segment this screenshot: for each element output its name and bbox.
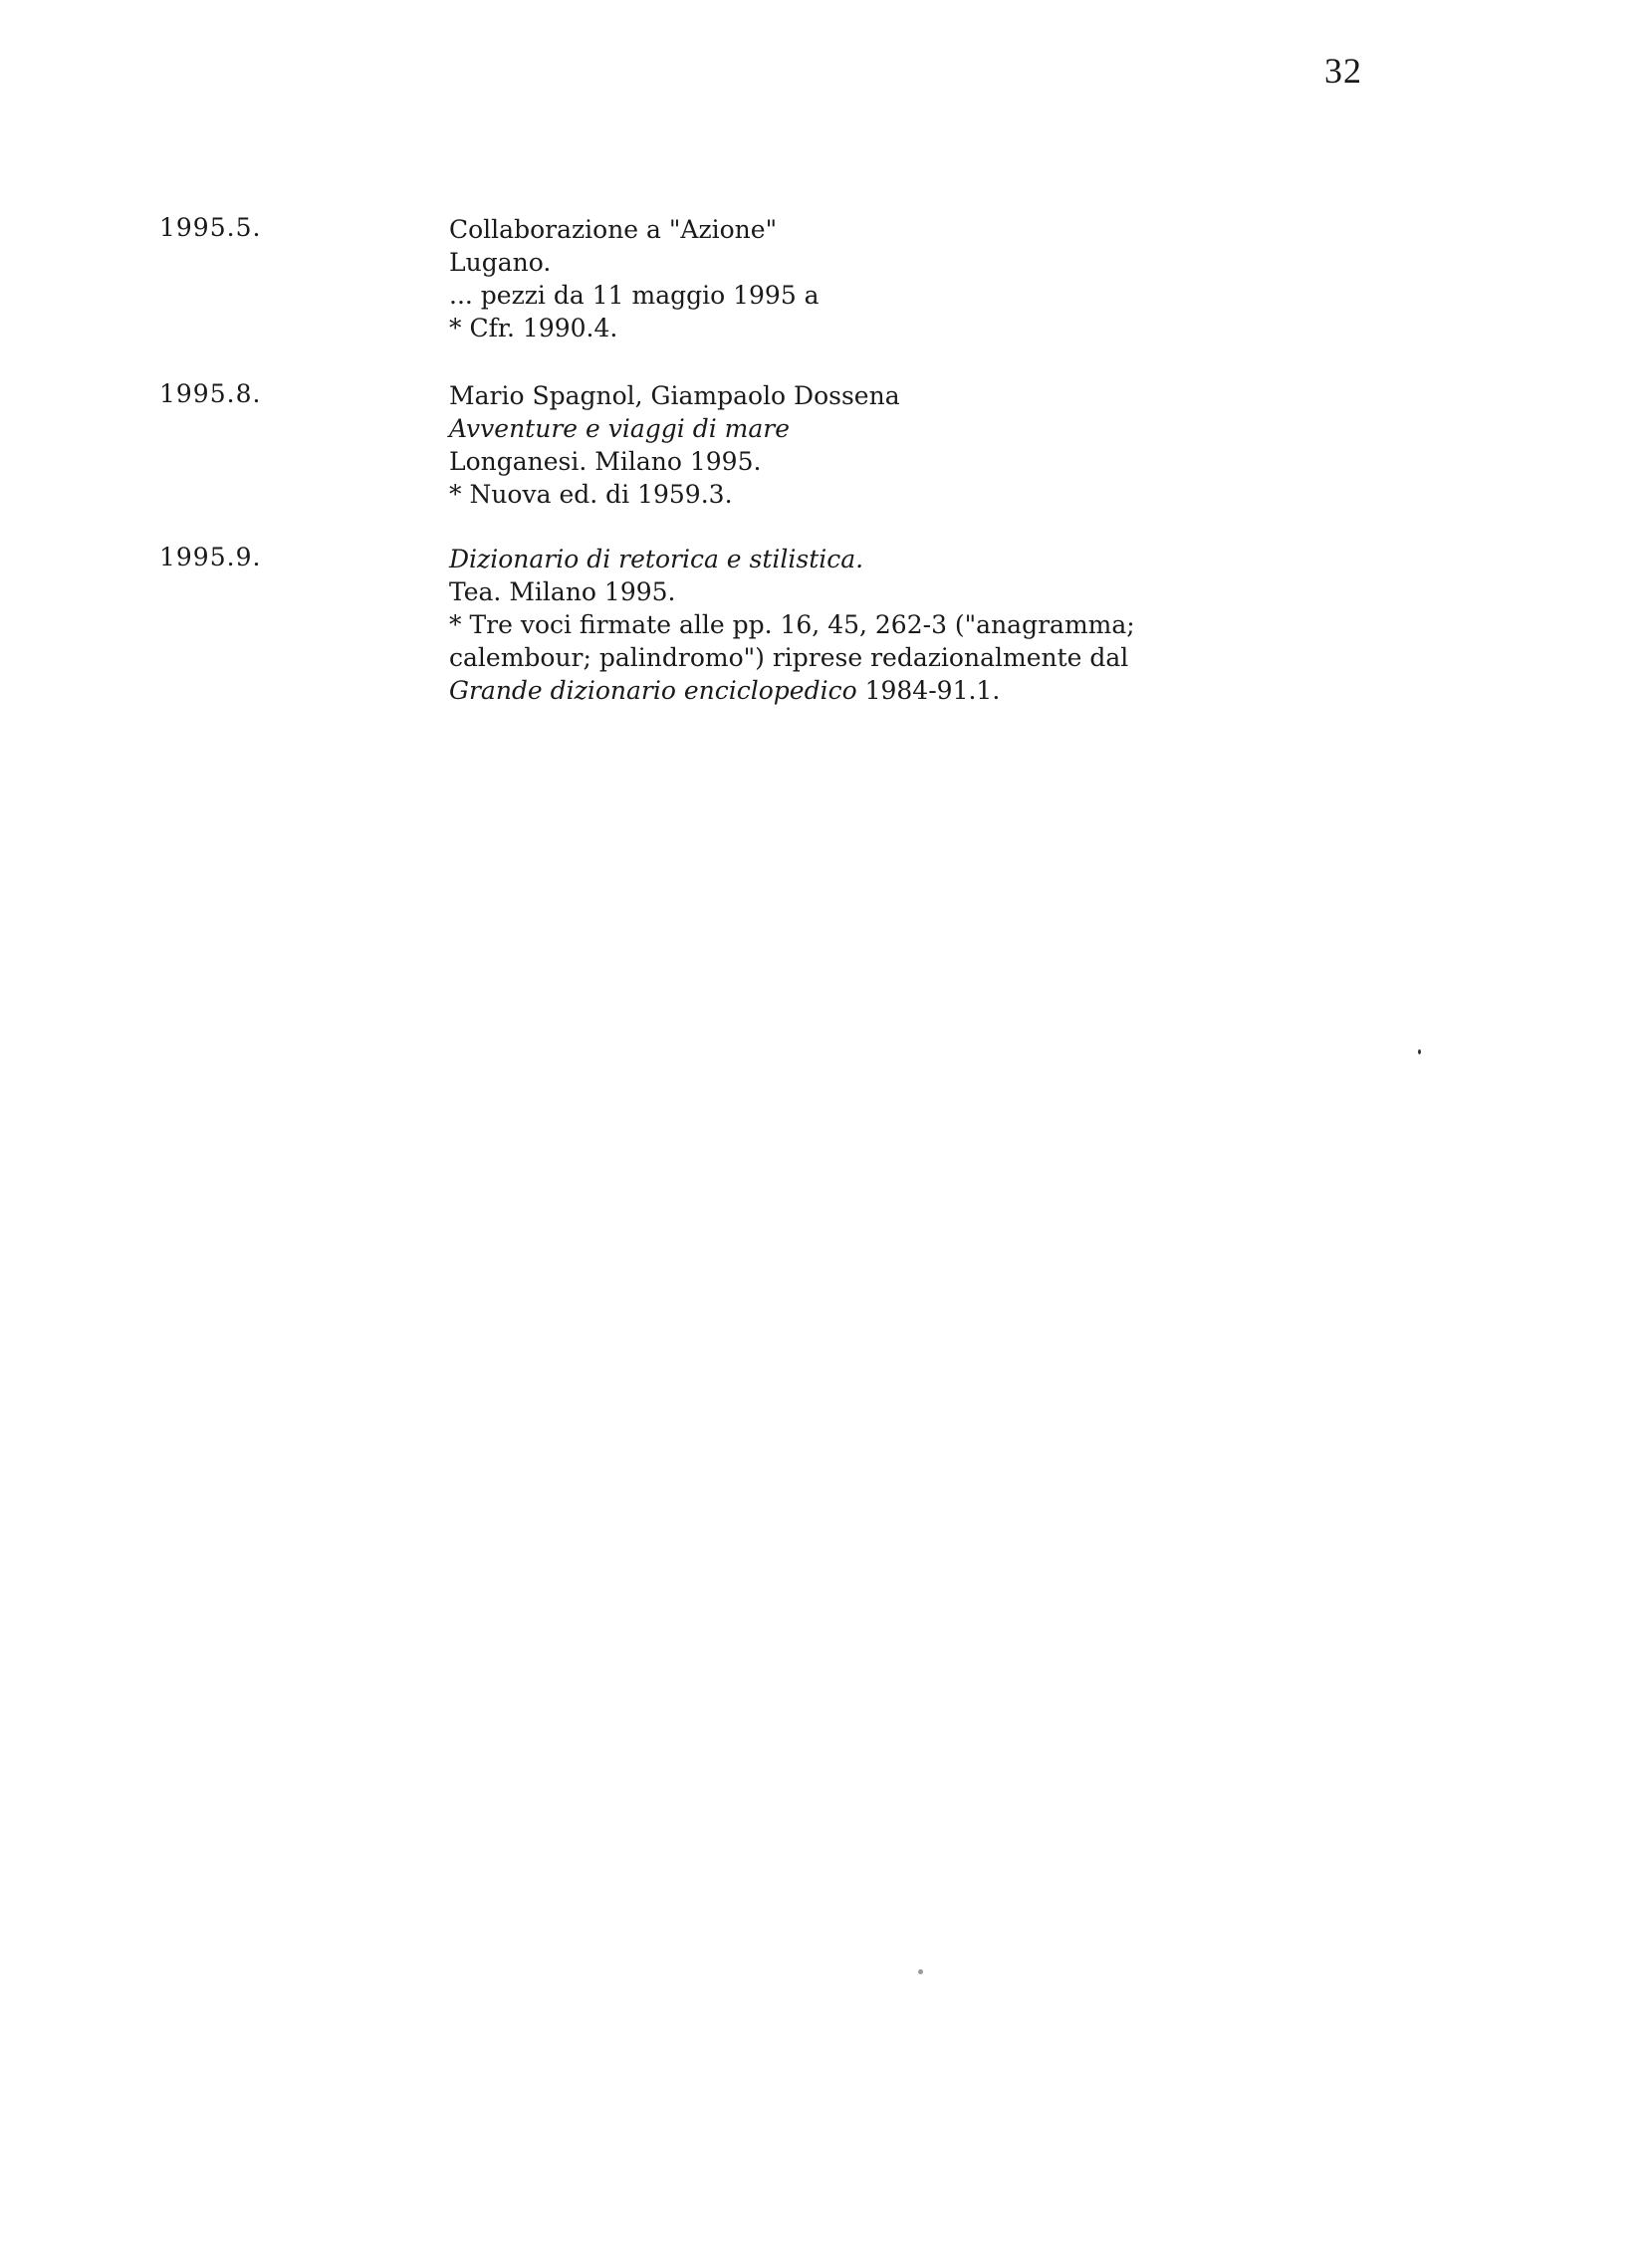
entry-title: Dizionario di retorica e stilistica. <box>449 545 864 573</box>
entry-code: 1995.5. <box>159 213 262 242</box>
entry-note: * Cfr. 1990.4. <box>449 314 618 342</box>
entry-body <box>449 543 1445 707</box>
entry-publisher: Tea. Milano 1995. <box>449 577 676 606</box>
entry-note-continued: calembour; palindromo") riprese redazionalmente dal <box>449 643 1129 672</box>
entry-detail: ... pezzi da 11 maggio 1995 a <box>449 281 820 310</box>
scan-speck <box>918 1969 923 1974</box>
entry-body <box>449 213 1445 344</box>
entry-body <box>449 379 1445 511</box>
entry-publisher: Longanesi. Milano 1995. <box>449 447 762 476</box>
entry-code: 1995.9. <box>159 543 262 571</box>
page-number: 32 <box>1324 51 1362 91</box>
entry-reference-title: Grande dizionario enciclopedico <box>449 676 857 705</box>
entry-title: Collaborazione a "Azione" <box>449 215 778 244</box>
entry-reference-code: 1984-91.1. <box>856 676 1001 705</box>
entry-place: Lugano. <box>449 248 552 277</box>
entry-code: 1995.8. <box>159 379 262 408</box>
entry-note: * Nuova ed. di 1959.3. <box>449 480 733 509</box>
scan-speck <box>1418 1049 1421 1054</box>
entry-note: * Tre voci firmate alle pp. 16, 45, 262-3 ("anagramma; <box>449 610 1135 639</box>
entry-note-final <box>449 674 1445 707</box>
entry-authors: Mario Spagnol, Giampaolo Dossena <box>449 381 900 410</box>
entry-title: Avventure e viaggi di mare <box>449 414 791 443</box>
